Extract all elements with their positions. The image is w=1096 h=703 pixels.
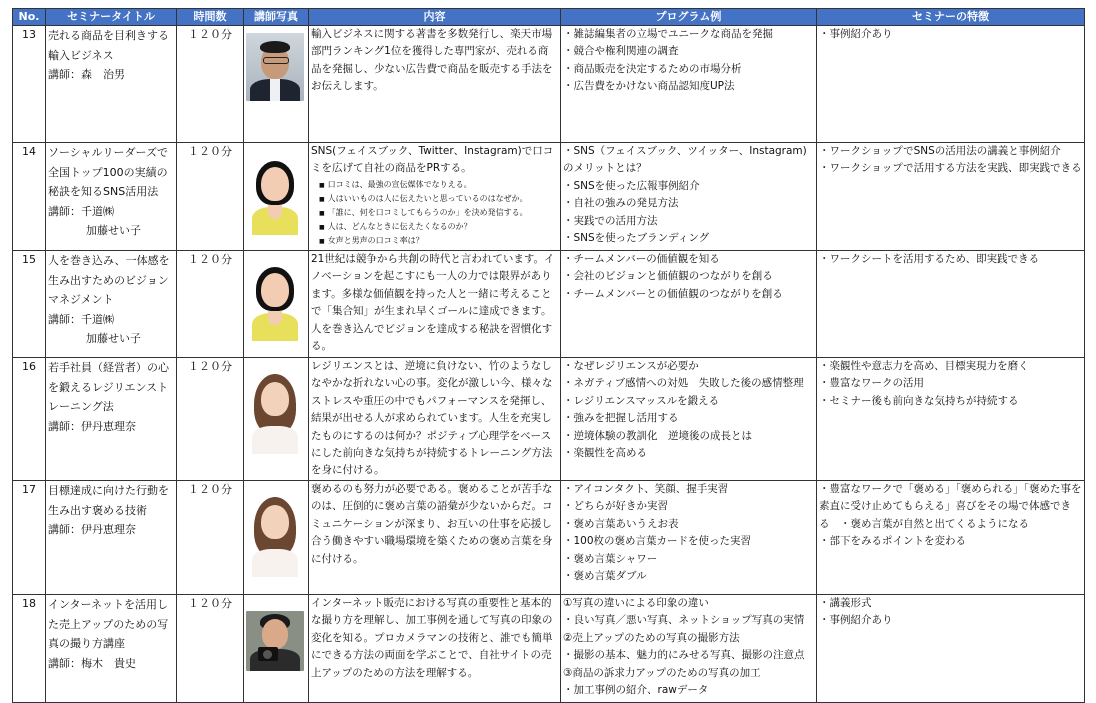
program-cell bbox=[561, 595, 817, 703]
program-item: ・アイコンタクト、笑顔、握手実習 bbox=[563, 483, 729, 495]
feature-item: ・ワークショップで活用する方法を実践、即実践できる bbox=[819, 162, 1082, 175]
table-row bbox=[13, 595, 1085, 703]
program-item: ・競合や権利関連の調査 bbox=[563, 45, 679, 58]
seminar-title-line: 売れる商品を目利きする bbox=[48, 29, 169, 42]
feature-item: ・講義形式 bbox=[819, 597, 872, 609]
seminar-title-line: インターネットを活用し bbox=[48, 598, 169, 611]
table-row bbox=[13, 358, 1085, 481]
seminar-title-line: ソーシャルリーダーズで bbox=[48, 146, 169, 159]
content-text: 21世紀は競争から共創の時代と言われています。イノベーションを起こすにも一人の力では限界があります。多様な価値観を持った人と一緒に考えることで「集合知」が生まれ早くゴールに達成できます。人を巻き込んでビジョンを達成する秘訣を習慣化する。 bbox=[311, 253, 555, 353]
header-seminar-title: セミナータイトル bbox=[46, 9, 177, 26]
content-text: 輸入ビジネスに関する著書を多数発行し、楽天市場部門ランキング1位を獲得した専門家が、売れる商品を発掘し、少ない広告費で商品を販売する手法をお伝えします。 bbox=[311, 28, 553, 93]
content-bullet: ■ 人は、どんなときに伝えたくなるのか？ bbox=[319, 220, 558, 234]
feature-item: ・事例紹介あり bbox=[819, 614, 893, 627]
features-cell bbox=[817, 595, 1085, 703]
content-bullet: ■ 口コミは、最強の宣伝媒体でなりえる。 bbox=[319, 178, 558, 192]
feature-item: ・ワークショップでSNSの活用法の講義と事例紹介 bbox=[819, 145, 1061, 157]
seminar-title-cell bbox=[46, 143, 177, 251]
portrait-woman-smile-icon bbox=[246, 261, 304, 341]
lecturer-photo-cell bbox=[244, 358, 309, 481]
header-duration: 時間数 bbox=[177, 9, 244, 26]
table-row bbox=[13, 481, 1085, 595]
program-item: ・楽観性を高める bbox=[563, 447, 647, 460]
feature-item: ・部下をみるポイントを変わる bbox=[819, 535, 966, 548]
seminar-title-cell bbox=[46, 26, 177, 143]
lecturer-name: 加藤せい子 bbox=[86, 224, 141, 237]
duration: １２０分 bbox=[177, 26, 244, 143]
duration: １２０分 bbox=[177, 358, 244, 481]
row-number: 13 bbox=[13, 26, 46, 143]
seminar-title-line: マネジメント bbox=[48, 293, 114, 306]
lecturer-name: 加藤せい子 bbox=[86, 332, 141, 345]
seminar-title-line: 若手社員（経営者）の心 bbox=[48, 361, 169, 374]
content-cell bbox=[309, 481, 561, 595]
features-cell bbox=[817, 481, 1085, 595]
features-cell bbox=[817, 143, 1085, 251]
header-content: 内容 bbox=[309, 9, 561, 26]
seminar-title-line: 真の撮り方講座 bbox=[48, 637, 125, 650]
program-item: ・チームメンバーの価値観を知る bbox=[563, 253, 720, 265]
seminar-title-line: た売上アップのための写 bbox=[48, 617, 169, 631]
duration: １２０分 bbox=[177, 595, 244, 703]
content-bullet: ■ 人はいいものは人に伝えたいと思っているのはなぜか。 bbox=[319, 192, 558, 206]
program-item: ・加工事例の紹介、rawデータ bbox=[563, 684, 709, 697]
table-row bbox=[13, 143, 1085, 251]
features-cell bbox=[817, 358, 1085, 481]
seminar-title-cell bbox=[46, 595, 177, 703]
feature-item: ・ワークシートを活用するため、即実践できる bbox=[819, 253, 1040, 265]
features-cell bbox=[817, 26, 1085, 143]
row-number: 14 bbox=[13, 143, 46, 251]
program-item: ・チームメンバーとの価値観のつながりを創る bbox=[563, 287, 783, 300]
lecturer-name: 講師：梅木 貴史 bbox=[48, 656, 136, 670]
program-item: ・逆境体験の教訓化 逆境後の成長とは bbox=[563, 429, 752, 442]
program-item: ・ネガティブ感情への対処 失敗した後の感情整理 bbox=[563, 377, 804, 390]
seminar-title-line: レーニング法 bbox=[48, 400, 114, 413]
content-bullet: ■ 女声と男声の口コミ率は？ bbox=[319, 234, 558, 248]
content-cell bbox=[309, 143, 561, 251]
header-lecturer-photo: 講師写真 bbox=[244, 9, 309, 26]
lecturer-photo-cell bbox=[244, 595, 309, 703]
program-cell bbox=[561, 358, 817, 481]
feature-item: ・楽観性や意志力を高め、目標実現力を磨く bbox=[819, 360, 1029, 372]
program-cell bbox=[561, 251, 817, 358]
header-program: プログラム例 bbox=[561, 9, 817, 26]
program-item: ・褒め言葉シャワー bbox=[563, 552, 658, 565]
program-cell bbox=[561, 481, 817, 595]
content-cell bbox=[309, 26, 561, 143]
content-cell bbox=[309, 358, 561, 481]
row-number: 17 bbox=[13, 481, 46, 595]
portrait-woman-long-hair-icon bbox=[246, 370, 304, 454]
content-cell bbox=[309, 251, 561, 358]
lecturer-name: 講師：森 治男 bbox=[48, 68, 125, 81]
feature-item: ・豊富なワークの活用 bbox=[819, 377, 924, 390]
content-text: レジリエンスとは、逆境に負けない、竹のようなしなやかな折れない心の事。変化が激しい今、様々なストレスや重圧の中でもパフォーマンスを発揮し、結果が出せる人が求められています。人生を充実したものにするのは何か？ポジティブ心理学をベースにした前向きな気持ちが持続するトレーニング方法を身に付ける。 bbox=[311, 360, 553, 477]
feature-item: ・セミナー後も前向きな気持ちが持続する bbox=[819, 394, 1019, 407]
lecturer-company: 講師：千道㈱ bbox=[48, 312, 114, 326]
lecturer-name: 講師：伊丹恵理奈 bbox=[48, 523, 136, 536]
lecturer-photo-cell bbox=[244, 251, 309, 358]
portrait-woman-smile-icon bbox=[246, 155, 304, 235]
features-cell bbox=[817, 251, 1085, 358]
content-cell bbox=[309, 595, 561, 703]
program-item: ・褒め言葉あいうえお表 bbox=[563, 517, 679, 530]
row-number: 16 bbox=[13, 358, 46, 481]
lecturer-photo-cell bbox=[244, 26, 309, 143]
program-item: ・100枚の褒め言葉カードを使った実習 bbox=[563, 535, 752, 548]
program-item: ・自社の強みの発見方法 bbox=[563, 197, 679, 210]
seminar-title-cell bbox=[46, 481, 177, 595]
seminar-title-line: 人を巻き込み、一体感を bbox=[48, 254, 170, 267]
portrait-man-camera-icon bbox=[246, 611, 304, 671]
program-item: ・雑誌編集者の立場でユニークな商品を発掘 bbox=[563, 28, 773, 40]
table-row bbox=[13, 251, 1085, 358]
program-item: ①写真の違いによる印象の違い bbox=[563, 597, 709, 609]
duration: １２０分 bbox=[177, 143, 244, 251]
program-item: ・SNS（フェイスブック、ツイッター、Instagram) bbox=[563, 145, 807, 157]
seminar-title-line: 生み出すためのビジョン bbox=[48, 273, 169, 287]
seminar-title-cell bbox=[46, 251, 177, 358]
program-item: ③商品の訴求力アップのための写真の加工 bbox=[563, 666, 761, 679]
header-no: No. bbox=[13, 9, 46, 26]
seminar-title-line: 目標達成に向けた行動を bbox=[48, 484, 169, 497]
program-item: ・レジリエンスマッスルを鍛える bbox=[563, 394, 720, 407]
lecturer-photo-cell bbox=[244, 481, 309, 595]
program-item: ・SNSを使ったブランディング bbox=[563, 232, 710, 245]
content-bullet: ■ 「誰に、何を口コミしてもらうのか」を決め発信する。 bbox=[319, 206, 558, 220]
table-row bbox=[13, 26, 1085, 143]
program-item: ・撮影の基本、魅力的にみせる写真、撮影の注意点 bbox=[563, 649, 805, 662]
row-number: 18 bbox=[13, 595, 46, 703]
header-features: セミナーの特徴 bbox=[817, 9, 1085, 26]
program-item: ・商品販売を決定するための市場分析 bbox=[563, 62, 742, 75]
portrait-woman-long-hair-icon bbox=[246, 493, 304, 577]
lecturer-company: 講師：千道㈱ bbox=[48, 204, 114, 218]
program-cell bbox=[561, 26, 817, 143]
lecturer-name: 講師：伊丹恵理奈 bbox=[48, 419, 136, 433]
content-text: 褒めるのも努力が必要である。褒めることが苦手なのは、圧倒的に褒め言葉の語彙が少ないからだ。コミュニケーションが深まり、お互いの仕事を応援し合う働きやすい職場環境を築くための褒め言葉を身に付ける。 bbox=[311, 483, 553, 565]
program-item: ・広告費をかけない商品認知度UP法 bbox=[563, 80, 735, 93]
program-cell bbox=[561, 143, 817, 251]
row-number: 15 bbox=[13, 251, 46, 358]
seminar-title-line: 秘訣を知るSNS活用法 bbox=[48, 185, 159, 198]
duration: １２０分 bbox=[177, 481, 244, 595]
content-text: SNS(フェイスブック、Twitter、Instagram)で口コミを広げて自社の商品をPRする。 bbox=[311, 145, 554, 175]
seminar-title-line: 輸入ビジネス bbox=[48, 48, 114, 62]
program-item: のメリットとは？ bbox=[563, 162, 647, 175]
header-row bbox=[13, 9, 1085, 26]
program-item: ・会社のビジョンと価値観のつながりを創る bbox=[563, 270, 773, 283]
seminar-table bbox=[12, 8, 1085, 703]
program-item: ②売上アップのための写真の撮影方法 bbox=[563, 631, 740, 644]
duration: １２０分 bbox=[177, 251, 244, 358]
program-item: ・なぜレジリエンスが必要か bbox=[563, 360, 699, 372]
portrait-man-glasses-icon bbox=[246, 33, 304, 101]
seminar-title-line: を鍛えるレジリエンスト bbox=[48, 380, 169, 394]
feature-item: ・事例紹介あり bbox=[819, 28, 893, 40]
content-text: インターネット販売における写真の重要性と基本的な撮り方を理解し、加工事例を通して写真の印象の変化を知る。プロカメラマンの技術と、誰でも簡単にできる方法の両面を学ぶことで、自社サイトの売上アップのための方法を理解する。 bbox=[311, 597, 553, 679]
program-item: ・実践での活用方法 bbox=[563, 214, 658, 227]
program-item: ・強みを把握し活用する bbox=[563, 412, 679, 425]
program-item: ・どちらが好きか実習 bbox=[563, 500, 668, 513]
program-item: ・良い写真／悪い写真、ネットショップ写真の実情 bbox=[563, 614, 805, 627]
seminar-title-line: 全国トップ100の実績の bbox=[48, 165, 168, 179]
feature-item: ・豊富なワークで「褒める」「褒められる」「褒めた事を素直に受け止めてもらえる」喜びをその場で体感できる ・褒め言葉が自然と出てくるようになる bbox=[819, 483, 1082, 530]
program-item: ・褒め言葉ダブル bbox=[563, 570, 647, 583]
lecturer-photo-cell bbox=[244, 143, 309, 251]
program-item: ・SNSを使った広報事例紹介 bbox=[563, 179, 700, 192]
seminar-title-line: 生み出す褒める技術 bbox=[48, 503, 147, 517]
seminar-title-cell bbox=[46, 358, 177, 481]
